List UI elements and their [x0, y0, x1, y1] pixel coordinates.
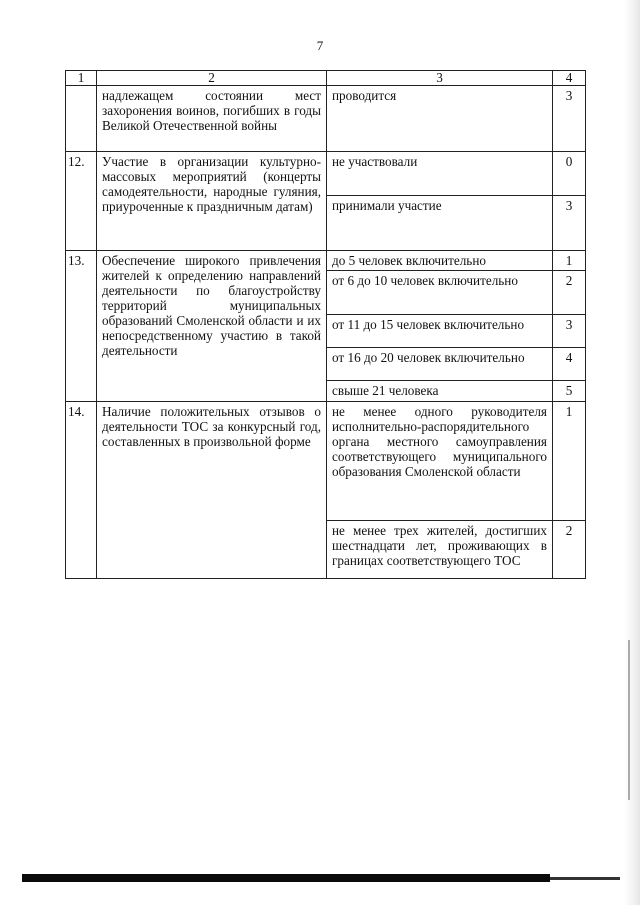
- scan-edge-bar-tail: [550, 877, 620, 880]
- scan-right-edge-line: [628, 640, 630, 800]
- score-cell: 1: [553, 402, 586, 521]
- condition-cell: не участвовали: [327, 152, 553, 196]
- criterion-description: Обеспечение широкого привлечения жителей к определению направлений деятельности по благоустройству территорий муниципальных образований Смоленской области и их непосредственному участию в такой деятельности: [97, 251, 327, 402]
- header-cell: 2: [97, 71, 327, 86]
- condition-cell: проводится: [327, 86, 553, 152]
- condition-cell: от 11 до 15 человек включительно: [327, 315, 553, 348]
- criteria-table: [65, 70, 586, 579]
- condition-cell: принимали участие: [327, 196, 553, 251]
- row-number: 12.: [66, 152, 97, 251]
- criterion-description: надлежащем состоянии мест захоронения воинов, погибших в годы Великой Отечественной войны: [97, 86, 327, 152]
- header-cell: 3: [327, 71, 553, 86]
- score-cell: 4: [553, 348, 586, 381]
- table-row: [66, 152, 586, 196]
- criterion-description: Наличие положительных отзывов о деятельности ТОС за конкурсный год, составленных в произвольной форме: [97, 402, 327, 579]
- condition-cell: от 6 до 10 человек включительно: [327, 271, 553, 315]
- table-row: [66, 402, 586, 521]
- page-number: 7: [316, 38, 324, 53]
- row-number: 13.: [66, 251, 97, 402]
- score-cell: 5: [553, 381, 586, 402]
- scan-edge-bar: [22, 874, 550, 882]
- condition-cell: не менее трех жителей, достигших шестнадцати лет, проживающих в границах соответствующего ТОС: [327, 521, 553, 579]
- condition-cell: свыше 21 человека: [327, 381, 553, 402]
- condition-cell: не менее одного руководителя исполнительно-распорядительного органа местного самоуправления соответствующего муниципального образования Смоленской области: [327, 402, 553, 521]
- condition-cell: до 5 человек включительно: [327, 251, 553, 271]
- score-cell: 0: [553, 152, 586, 196]
- score-cell: 2: [553, 521, 586, 579]
- table-row: [66, 86, 586, 152]
- score-cell: 1: [553, 251, 586, 271]
- criterion-description: Участие в организации культурно-массовых мероприятий (концерты самодеятельности, народные гуляния, приуроченные к праздничным датам): [97, 152, 327, 251]
- score-cell: 3: [553, 196, 586, 251]
- score-cell: 2: [553, 271, 586, 315]
- condition-cell: от 16 до 20 человек включительно: [327, 348, 553, 381]
- table-header-row: [66, 71, 586, 86]
- scan-right-edge: [624, 0, 640, 905]
- score-cell: 3: [553, 86, 586, 152]
- row-number: 14.: [66, 402, 97, 579]
- table-row: [66, 251, 586, 271]
- header-cell: 1: [66, 71, 97, 86]
- row-number: [66, 86, 97, 152]
- header-cell: 4: [553, 71, 586, 86]
- score-cell: 3: [553, 315, 586, 348]
